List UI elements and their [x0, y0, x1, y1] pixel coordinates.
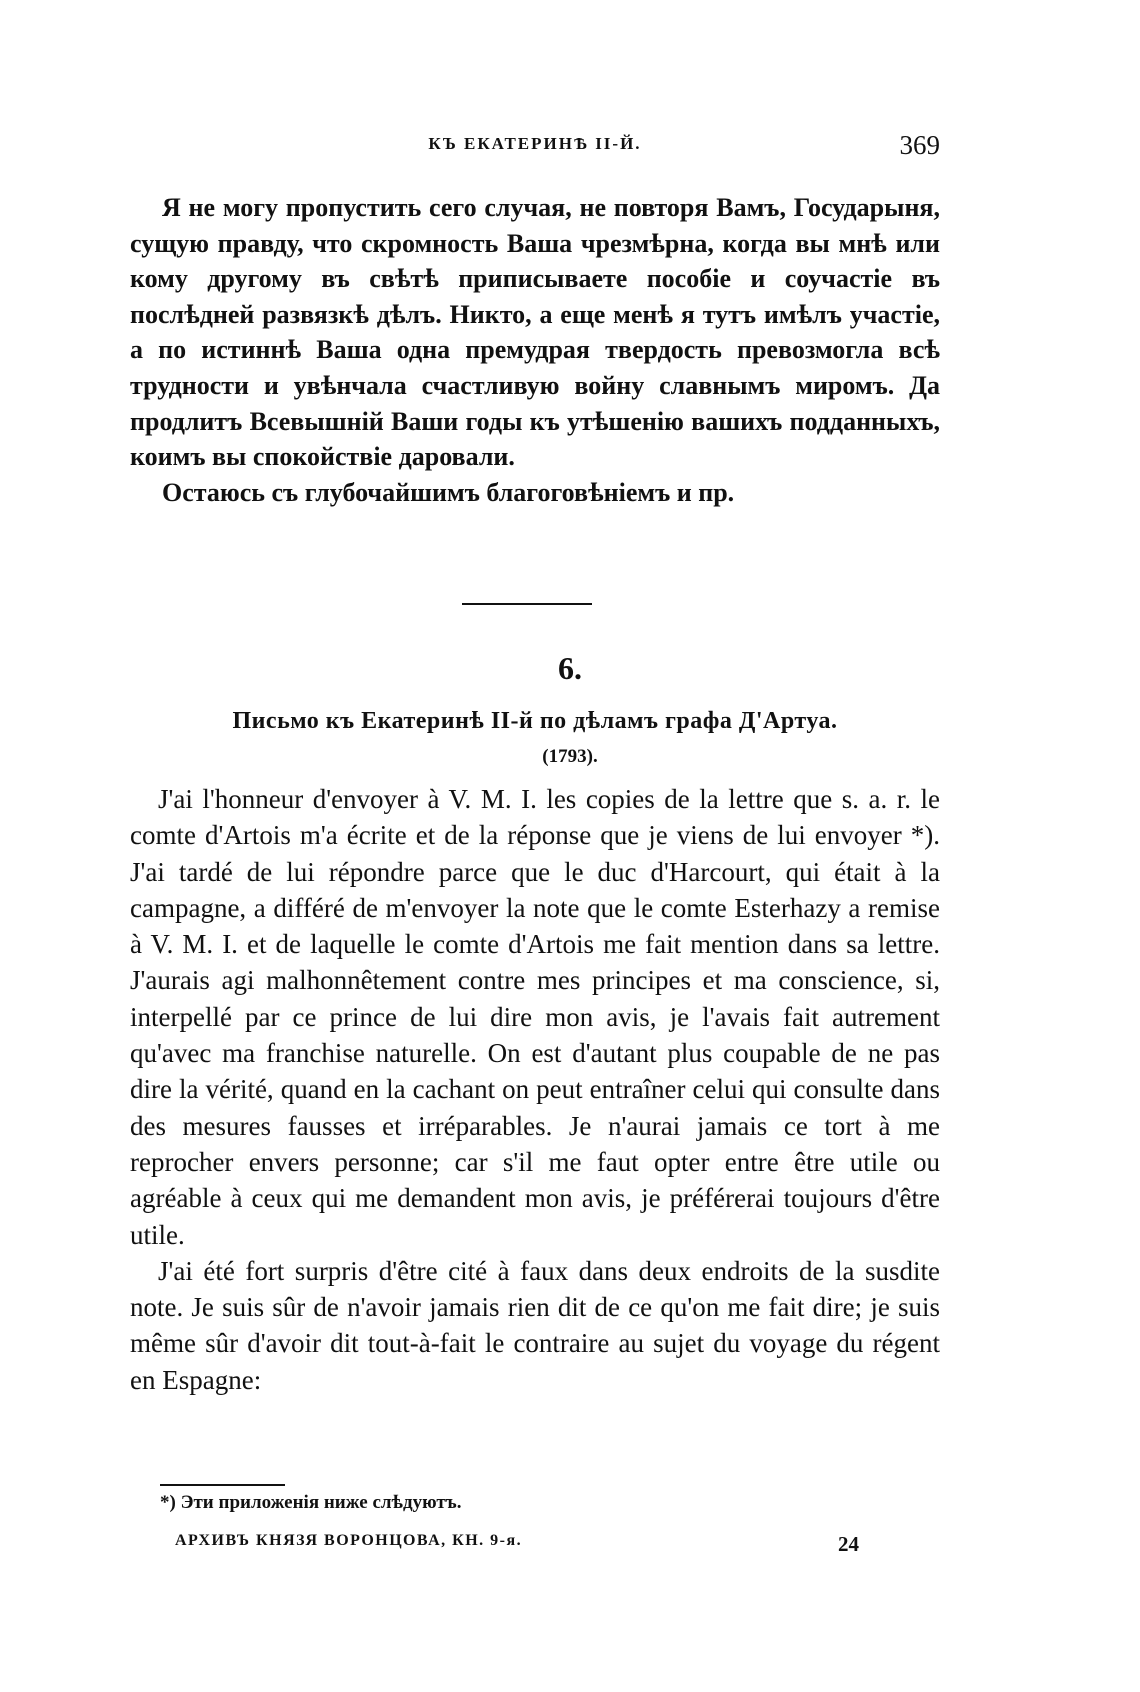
letter-2-body [130, 781, 940, 1398]
letter-1-body [130, 190, 940, 510]
running-title: КЪ ЕКАТЕРИНѢ II-Й. [428, 134, 642, 153]
paragraph: J'ai été fort surpris d'être cité à faux dans deux endroits de la susdite note. Je suis sûr de n'avoir jamais rien dit de ce qu'on me fait dire; je suis même sûr d'avoir dit tout-à-fait le contraire au sujet du voyage du régent en Espagne: [130, 1255, 940, 1395]
paragraph: J'ai l'honneur d'envoyer à V. M. I. les copies de la lettre que s. a. r. le comte d'Artois m'a écrite et de la réponse que je viens de lui envoyer *). J'ai tardé de lui répondre parce que le duc d'Harcourt, qui était à la campagne, a différé de m'envoyer la note que le comte Esterhazy a remise à V. M. I. et de laquelle le comte d'Artois me fait mention dans sa lettre. J'aurais agi malhonnêtement contre mes principes et ma conscience, si, interpellé par ce prince de lui dire mon avis, je l'avais fait autrement qu'avec ma franchise naturelle. On est d'autant plus coupable de ne pas dire la vérité, quand en la cachant on peut entraîner celui qui consulte dans des mesures fausses et irréparables. Je n'aurai jamais ce tort à me reprocher envers personne; car s'il me faut opter entre être utile ou agréable à ceux qui me demandent mon avis, je préférerai toujours d'être utile. [130, 784, 940, 1250]
running-head [130, 130, 940, 170]
section-divider [462, 603, 592, 605]
footnote-rule [160, 1484, 285, 1486]
paragraph: Я не могу пропустить сего случая, не повторя Вамъ, Государыня, сущую правду, что скромность Ваша чрезмѣрна, когда вы мнѣ или кому другому въ свѣтѣ приписываете пособіе и соучастіе въ послѣдней развязкѣ дѣлъ. Никто, а еще менѣ я тутъ имѣлъ участіе, а по истиннѣ Ваша одна премудрая твердость превозмогла всѣ трудности и увѣнчала счастливую войну славнымъ миромъ. Да продлитъ Всевышній Ваши годы къ утѣшенію вашихъ подданныхъ, коимъ вы спокойствіе даровали. [130, 193, 940, 472]
footnote: *) Эти приложенія ниже слѣдуютъ. [160, 1492, 462, 1513]
signature-line [175, 1532, 865, 1562]
signature-text: АРХИВЪ КНЯЗЯ ВОРОНЦОВА, КН. 9-я. [175, 1532, 523, 1549]
paragraph: Остаюсь съ глубочайшимъ благоговѣніемъ и пр. [162, 477, 735, 507]
section-title: Письмо къ Екатеринѣ II-й по дѣламъ графа Д'Артуа. [232, 708, 838, 734]
page-number: 369 [899, 130, 940, 160]
section-year: (1793). [542, 746, 598, 767]
section-number: 6. [558, 650, 582, 686]
signature-number: 24 [838, 1532, 859, 1556]
